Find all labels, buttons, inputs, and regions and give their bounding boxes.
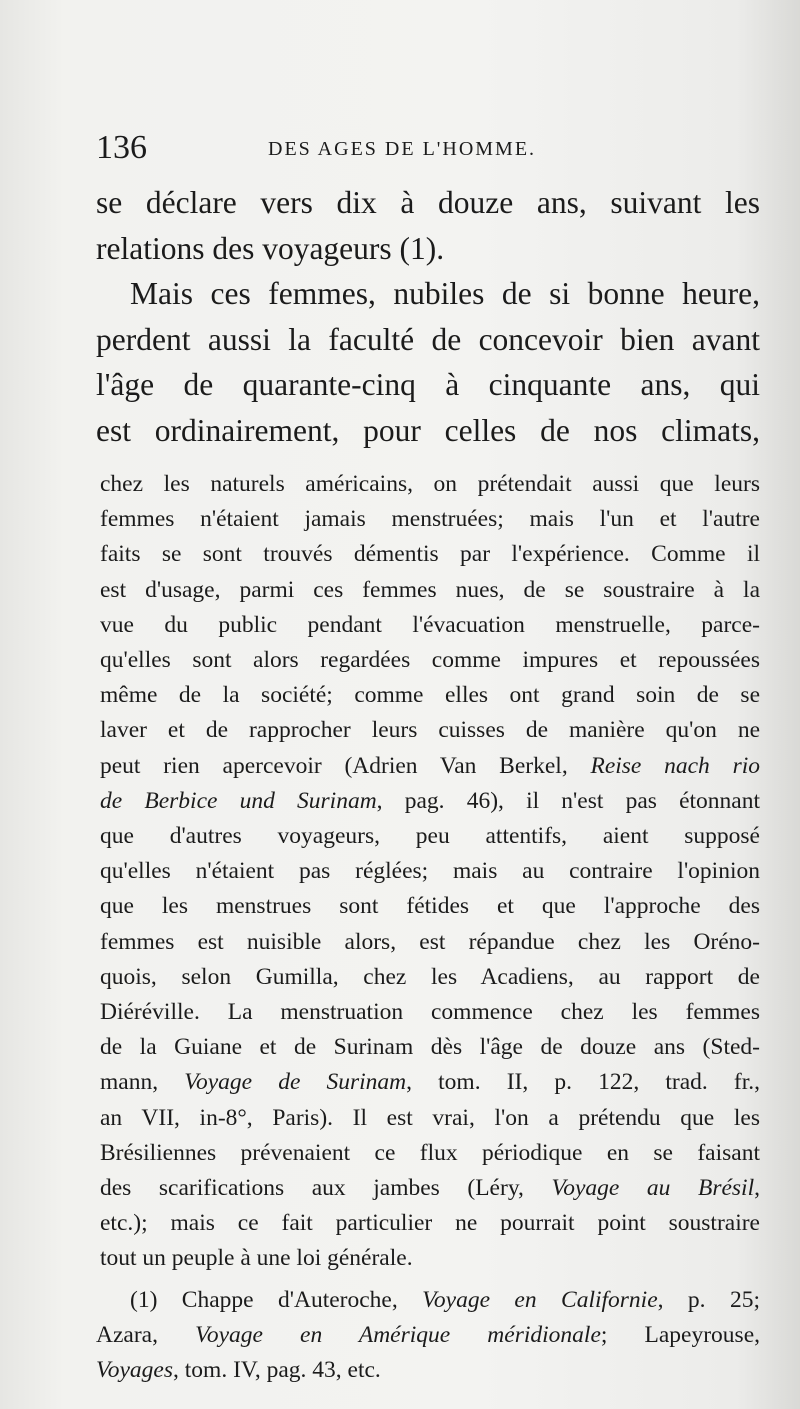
text-segment: qu'elles sont alors regardées comme impures et repoussées bbox=[100, 647, 760, 674]
text-segment: vue du public pendant l'évacuation menstruelle, parce- bbox=[100, 611, 760, 638]
footnote-line bbox=[96, 1283, 760, 1318]
running-head: DES AGES DE L'HOMME. bbox=[268, 138, 537, 160]
text-segment: , tom. II, p. 122, trad. fr., bbox=[406, 1069, 760, 1096]
main-text-line: est ordinairement, pour celles de nos climats, bbox=[96, 412, 760, 448]
italic-title: de Berbice und Surinam bbox=[100, 787, 377, 814]
text-segment: , tom. IV, pag. 43, etc. bbox=[173, 1356, 381, 1383]
continued-text-line bbox=[96, 1206, 760, 1241]
text-segment: an VII, in-8°, Paris). Il est vrai, l'on a prétendu que les bbox=[100, 1104, 760, 1131]
text-segment: que d'autres voyageurs, peu attentifs, aient supposé bbox=[100, 823, 760, 850]
continued-text-line bbox=[96, 925, 760, 960]
main-text-line: relations des voyageurs (1). bbox=[96, 230, 445, 266]
text-segment: même de la société; comme elles ont grand soin de se bbox=[100, 682, 760, 709]
continued-text-line bbox=[96, 713, 760, 748]
text-segment: mann, bbox=[100, 1069, 185, 1096]
text-segment: Diéréville. La menstruation commence chez les femmes bbox=[100, 999, 760, 1026]
text-segment: , bbox=[754, 1175, 760, 1202]
text-segment: etc.); mais ce fait particulier ne pourrait point soustraire bbox=[100, 1210, 760, 1237]
continued-text-line bbox=[96, 643, 760, 678]
main-text-line: Mais ces femmes, nubiles de si bonne heure, bbox=[130, 276, 760, 311]
text-segment: laver et de rapprocher leurs cuisses de manière qu'on ne bbox=[100, 717, 760, 744]
italic-title: Reise nach rio bbox=[590, 752, 760, 779]
continued-text-line bbox=[96, 678, 760, 713]
text-segment: que les menstrues sont fétides et que l'approche des bbox=[100, 893, 760, 920]
italic-title: Voyage en Amérique méridionale bbox=[195, 1321, 601, 1348]
continued-text-line bbox=[96, 573, 760, 608]
text-segment: de la Guiane et de Surinam dès l'âge de douze ans (Sted- bbox=[100, 1034, 760, 1061]
footnote-line bbox=[96, 1318, 760, 1353]
continued-text-line bbox=[96, 784, 760, 819]
continued-text-line bbox=[96, 889, 760, 924]
text-segment: chez les naturels américains, on prétendait aussi que leurs bbox=[100, 471, 760, 497]
text-segment: faits se sont trouvés démentis par l'expérience. Comme il bbox=[100, 541, 760, 568]
continued-paragraph bbox=[96, 467, 760, 1277]
text-segment: (1) Chappe d'Auteroche, bbox=[130, 1286, 423, 1313]
footnote bbox=[96, 1283, 760, 1388]
text-segment: femmes n'étaient jamais menstruées; mais l'un et l'autre bbox=[100, 506, 760, 533]
body-text bbox=[96, 180, 760, 1388]
italic-title: Voyage en Californie bbox=[422, 1286, 658, 1313]
page-header bbox=[96, 128, 756, 172]
italic-title: Voyages bbox=[96, 1356, 174, 1383]
continued-text-line bbox=[96, 1030, 760, 1065]
text-segment: ; Lapeyrouse, bbox=[600, 1321, 761, 1348]
text-segment: quois, selon Gumilla, chez les Acadiens, au rapport de bbox=[100, 963, 760, 990]
continued-text-line bbox=[96, 995, 760, 1030]
main-text-line: l'âge de quarante-cinq à cinquante ans, qui bbox=[96, 367, 760, 402]
continued-text-line bbox=[96, 749, 760, 784]
text-segment: est d'usage, parmi ces femmes nues, de se soustraire à la bbox=[100, 576, 760, 603]
footnote-line bbox=[96, 1353, 760, 1388]
continued-text-line bbox=[96, 819, 760, 854]
continued-text-line bbox=[96, 1241, 760, 1276]
continued-text-line bbox=[96, 1136, 760, 1171]
continued-text-line bbox=[96, 1065, 760, 1100]
text-segment: qu'elles n'étaient pas réglées; mais au contraire l'opinion bbox=[100, 858, 760, 885]
italic-title: Voyage au Brésil bbox=[551, 1175, 755, 1202]
text-segment: des scarifications aux jambes (Léry, bbox=[100, 1175, 552, 1202]
text-segment: , pag. 46), il n'est pas étonnant bbox=[376, 787, 760, 814]
main-text-line: perdent aussi la faculté de concevoir bien avant bbox=[96, 321, 760, 357]
continued-text-line bbox=[96, 1101, 760, 1136]
continued-text-line bbox=[96, 608, 760, 643]
text-segment: Azara, bbox=[96, 1321, 196, 1348]
text-segment: peut rien apercevoir (Adrien Van Berkel, bbox=[100, 752, 591, 779]
continued-text-line bbox=[96, 537, 760, 572]
continued-text-line bbox=[96, 502, 760, 537]
text-segment: femmes est nuisible alors, est répandue chez les Oréno- bbox=[100, 928, 760, 955]
text-segment: Brésiliennes prévenaient ce flux périodique en se faisant bbox=[100, 1139, 760, 1166]
continued-text-line bbox=[96, 854, 760, 889]
text-segment: tout un peuple à une loi générale. bbox=[100, 1245, 413, 1272]
continued-text-line bbox=[96, 1171, 760, 1206]
page-number: 136 bbox=[96, 129, 147, 166]
text-segment: , p. 25; bbox=[657, 1286, 760, 1313]
italic-title: Voyage de Surinam bbox=[184, 1069, 407, 1096]
main-text-line: se déclare vers dix à douze ans, suivant les bbox=[96, 185, 760, 220]
continued-text-line bbox=[96, 960, 760, 995]
continued-text-line bbox=[96, 467, 760, 502]
